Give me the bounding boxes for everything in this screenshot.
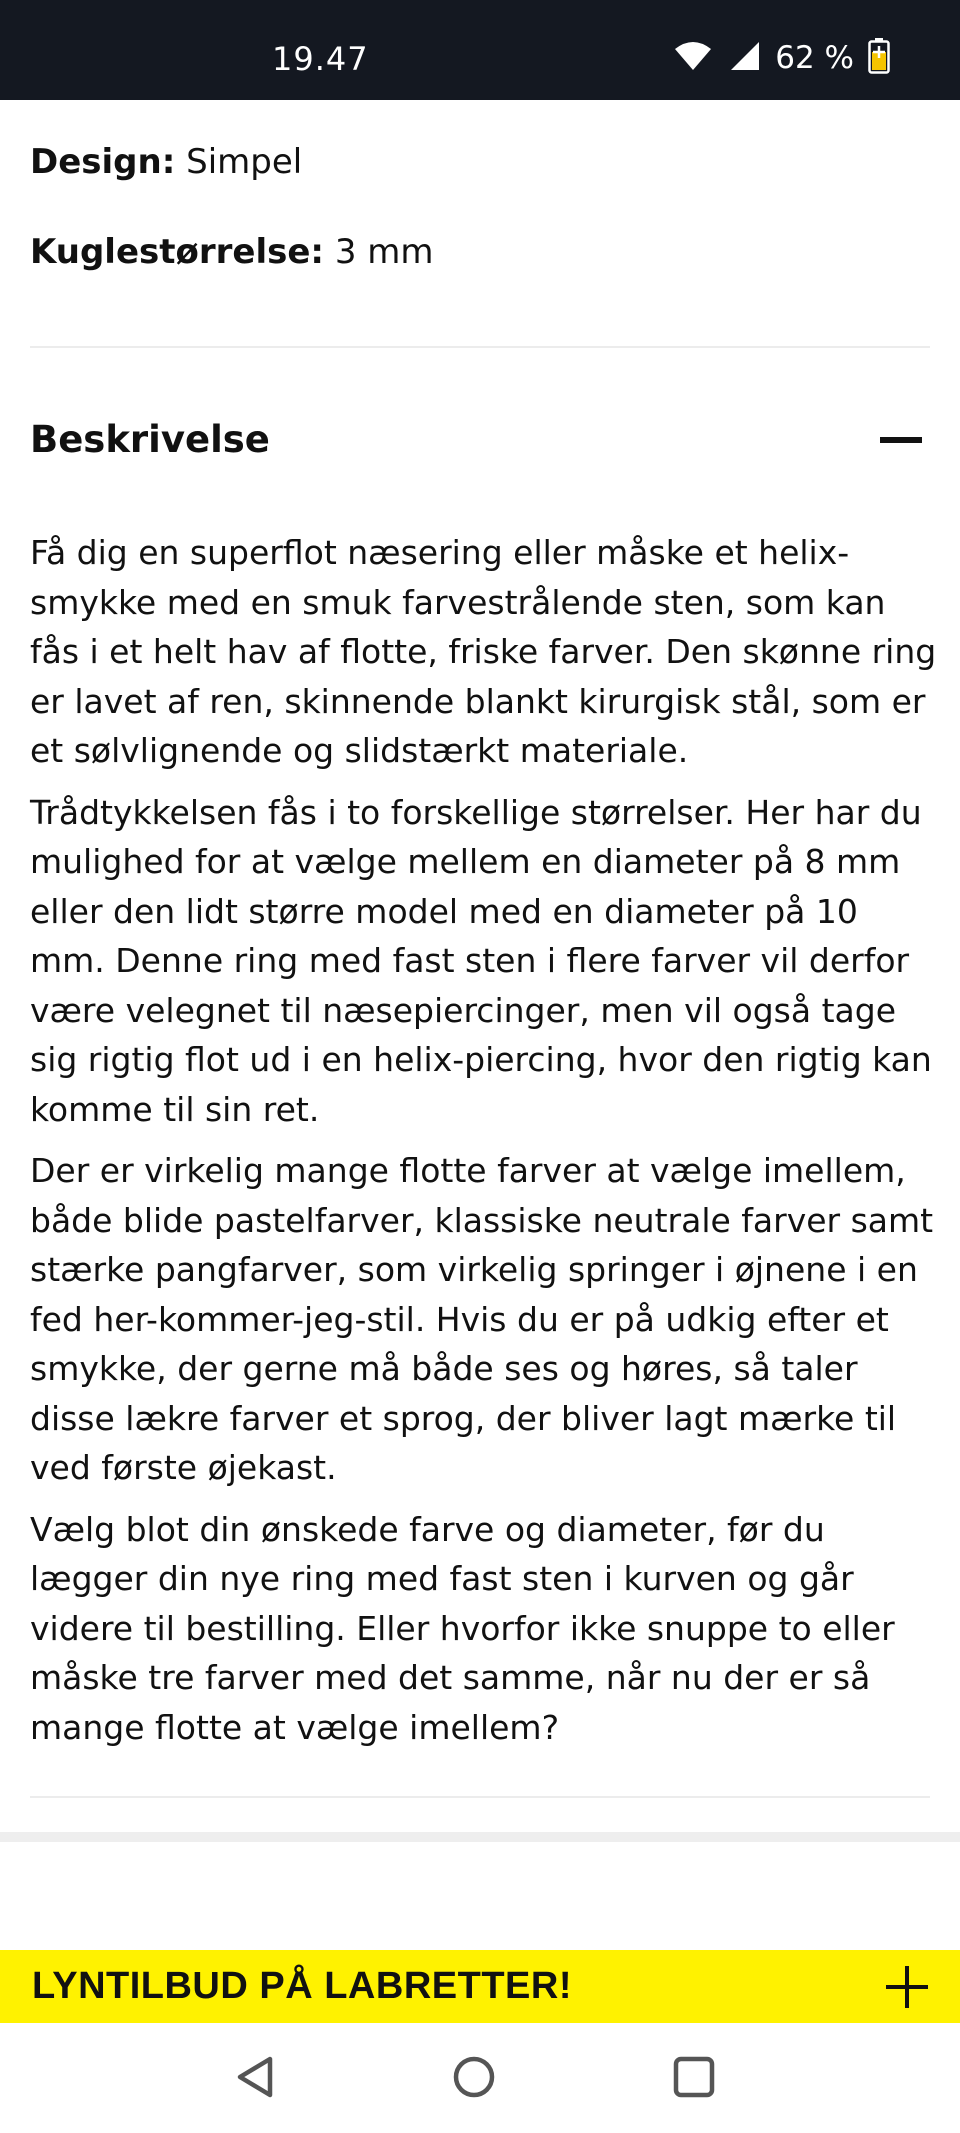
minus-icon[interactable] — [880, 437, 922, 443]
system-nav-bar — [0, 2023, 960, 2133]
spec-label: Design: — [30, 142, 176, 182]
description-paragraph: Trådtykkelsen fås i to forskellige størrelser. Her har du mulighed for at vælge mellem en diameter på 8 mm eller den lidt større model med en diameter på 10 mm. Denne ring med fast sten i flere farver vil derfor være velegnet til næsepiercinger, men vil også tage sig rigtig flot ud i en helix-piercing, hvor den rigtig kan komme til sin ret. — [30, 792, 932, 1129]
spec-value: Simpel — [186, 142, 303, 182]
divider — [30, 1796, 930, 1798]
battery-percent: 62 % — [775, 40, 854, 76]
spec-ball-size — [30, 230, 434, 274]
recents-icon[interactable] — [668, 2051, 720, 2103]
status-time: 19.47 — [272, 40, 369, 78]
divider — [30, 346, 930, 348]
promo-banner[interactable] — [0, 1950, 960, 2023]
spec-label: Kuglestørrelse: — [30, 232, 324, 272]
promo-label: LYNTILBUD PÅ LABRETTER! — [32, 1965, 572, 2007]
description-title: Beskrivelse — [30, 418, 270, 461]
back-icon[interactable] — [230, 2051, 282, 2103]
battery-icon — [868, 38, 890, 78]
status-icons — [673, 38, 890, 78]
section-separator — [0, 1832, 960, 1842]
status-bar — [0, 0, 960, 100]
wifi-icon — [673, 40, 713, 76]
description-paragraph: Vælg blot din ønskede farve og diameter, før du lægger din nye ring med fast sten i kurven og går videre til bestilling. Eller hvorfor ikke snuppe to eller måske tre farver med det samme, når nu der er så mange flotte at vælge imellem? — [30, 1509, 895, 1747]
signal-icon — [727, 40, 761, 76]
description-accordion-header[interactable] — [30, 410, 930, 470]
description-paragraph: Der er virkelig mange flotte farver at vælge imellem, både blide pastelfarver, klassiske neutrale farver samt stærke pangfarver, som virkelig springer i øjnene i en fed her-kommer-jeg-stil. Hvis du er på udkig efter et smykke, der gerne må både ses og høres, så taler disse lækre farver et sprog, der bliver lagt mærke til ved første øjekast. — [30, 1151, 934, 1487]
description-body — [30, 528, 940, 1764]
plus-icon[interactable] — [886, 1966, 928, 2008]
description-paragraph: Få dig en superflot næsering eller måske et helix-smykke med en smuk farvestrålende sten, som kan fås i et helt hav af flotte, friske farver. Den skønne ring er lavet af ren, skinnende blankt kirurgisk stål, som er et sølvlignende og slidstærkt materiale. — [30, 533, 937, 770]
spec-value: 3 mm — [334, 232, 434, 272]
home-icon[interactable] — [448, 2051, 500, 2103]
spec-design — [30, 140, 302, 184]
